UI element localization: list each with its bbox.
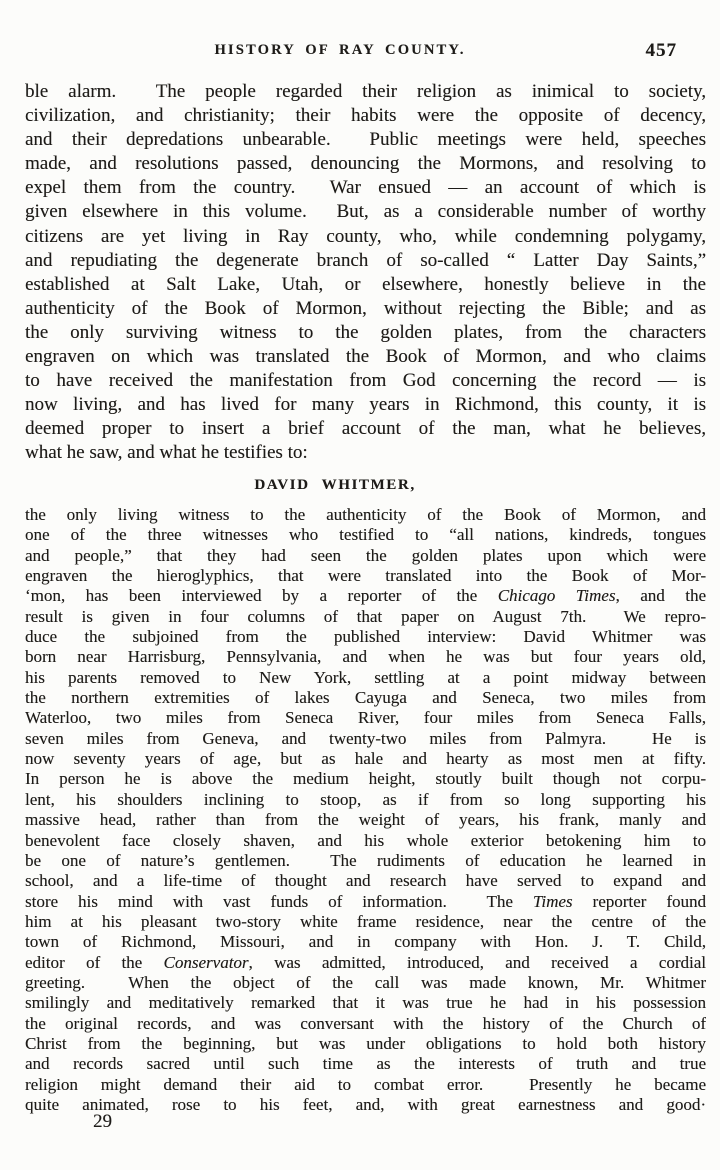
text-line [25, 932, 706, 952]
text-line [25, 525, 706, 545]
text-line [25, 769, 706, 789]
text-line [25, 1054, 706, 1074]
text-line [25, 441, 706, 465]
text-line [25, 993, 706, 1013]
italic-text-segment: Chicago Times [497, 586, 616, 606]
text-segment: Christ from the beginning, but was under obligations to hold both history [25, 1033, 706, 1053]
text-segment: editor of the [25, 952, 164, 972]
text-segment: made, and resolutions passed, denouncing the Mormons, and resolving to [25, 153, 706, 175]
text-line [25, 249, 706, 273]
text-segment: greeting. When the object of the call was made known, Mr. Whitmer [25, 972, 706, 992]
section-heading: DAVID WHITMER, [254, 477, 416, 493]
text-segment: , was admitted, introduced, and received a cordial [248, 952, 706, 972]
text-line [25, 892, 706, 912]
text-line [25, 505, 706, 525]
text-segment: smilingly and meditatively remarked that it was true he had in his possession [25, 993, 706, 1013]
text-segment: Waterloo, two miles from Seneca River, four miles from Seneca Falls, [25, 708, 706, 728]
text-segment: deemed proper to insert a brief account of the man, what he believes, [25, 418, 706, 440]
text-line [25, 1095, 706, 1115]
text-segment: school, and a life-time of thought and research have served to expand and [25, 871, 706, 891]
text-segment: and repudiating the degenerate branch of so-called “ Latter Day Saints,” [25, 249, 706, 271]
text-line [25, 790, 706, 810]
text-line [25, 810, 706, 830]
running-header [0, 42, 720, 66]
text-line [25, 1075, 706, 1095]
text-line [25, 225, 706, 249]
text-line [25, 200, 706, 224]
text-segment: his parents removed to New York, settling at a point midway between [25, 667, 706, 687]
text-line [25, 1014, 706, 1034]
text-segment: the original records, and was conversant with the history of the Church of [25, 1013, 706, 1033]
text-segment: engraven on which was translated the Book of Mormon, and who claims [25, 346, 706, 368]
text-line [25, 749, 706, 769]
text-segment: expel them from the country. War ensued — an account of which is [25, 177, 706, 199]
text-line [25, 566, 706, 586]
text-segment: to have received the manifestation from God concerning the record — is [25, 370, 706, 392]
text-segment: what he saw, and what he testifies to: [25, 442, 308, 464]
text-segment: given elsewhere in this volume. But, as a considerable number of worthy [25, 201, 706, 223]
italic-text-segment: Conservator [163, 952, 249, 972]
text-line [25, 152, 706, 176]
text-segment: authenticity of the Book of Mormon, without rejecting the Bible; and as [25, 297, 706, 319]
text-line [25, 128, 706, 152]
text-line [25, 627, 706, 647]
page-number: 457 [645, 40, 677, 61]
text-segment: In person he is above the medium height, stoutly built though not corpu- [25, 769, 706, 789]
text-segment: store his mind with vast funds of information. The [25, 891, 533, 911]
text-segment: duce the subjoined from the published interview: David Whitmer was [25, 627, 706, 647]
text-line [25, 297, 706, 321]
text-segment: him at his pleasant two-story white frame residence, near the centre of the [25, 911, 706, 931]
text-segment: result is given in four columns of that paper on August 7th. We repro- [25, 606, 706, 626]
text-line [25, 953, 706, 973]
text-segment: ble alarm. The people regarded their religion as inimical to society, [25, 81, 706, 102]
text-segment: the northern extremities of lakes Cayuga and Seneca, two miles from [25, 688, 706, 708]
text-segment: now seventy years of age, but as hale and hearty as most men at fifty. [25, 749, 706, 769]
text-line [25, 668, 706, 688]
text-segment: seven miles from Geneva, and twenty-two miles from Palmyra. He is [25, 728, 706, 748]
text-segment: , and the [615, 586, 706, 606]
text-segment: born near Harrisburg, Pennsylvania, and when he was but four years old, [25, 647, 706, 667]
text-line [25, 708, 706, 728]
text-line [25, 80, 706, 104]
text-line [25, 831, 706, 851]
text-segment: reporter found [572, 891, 706, 911]
text-segment: lent, his shoulders inclining to stoop, as if from so long supporting his [25, 789, 706, 809]
italic-text-segment: Times [532, 891, 573, 911]
text-line [25, 417, 706, 441]
text-segment: citizens are yet living in Ray county, who, while condemning polygamy, [25, 225, 706, 247]
text-segment: religion might demand their aid to combat error. Presently he became [25, 1074, 706, 1094]
text-segment: engraven the hieroglyphics, that were translated into the Book of Mor- [25, 566, 706, 586]
text-segment: and their depredations unbearable. Public meetings were held, speeches [25, 129, 706, 151]
text-segment: civilization, and christianity; their habits were the opposite of decency, [25, 105, 706, 127]
text-segment: the only surviving witness to the golden plates, from the characters [25, 321, 706, 343]
text-segment: town of Richmond, Missouri, and in company with Hon. J. T. Child, [25, 932, 706, 952]
text-line [25, 973, 706, 993]
david-whitmer-paragraph [25, 505, 706, 1115]
text-line [25, 176, 706, 200]
text-line [25, 273, 706, 297]
text-segment: massive head, rather than from the weight of years, his frank, manly and [25, 810, 706, 830]
text-segment: be one of nature’s gentlemen. The rudiments of education he learned in [25, 850, 706, 870]
text-segment: ‘mon, has been interviewed by a reporter of the [25, 586, 498, 606]
text-segment: benevolent face closely shaven, and his whole exterior betokening him to [25, 830, 706, 850]
text-line [25, 321, 706, 345]
text-line [25, 586, 706, 606]
text-line [25, 1034, 706, 1054]
text-segment: one of the three witnesses who testified to “all nations, kindreds, tongues [25, 525, 706, 545]
text-line [25, 729, 706, 749]
text-line [25, 912, 706, 932]
text-line [25, 607, 706, 627]
text-line [25, 851, 706, 871]
text-segment: now living, and has lived for many years in Richmond, this county, it is [25, 394, 706, 416]
running-header-title: HISTORY OF RAY COUNTY. [214, 42, 466, 58]
text-segment: and records sacred until such time as the interests of truth and true [25, 1054, 706, 1074]
text-line [25, 393, 706, 417]
text-segment: established at Salt Lake, Utah, or elsewhere, honestly believe in the [25, 273, 706, 295]
text-line [25, 104, 706, 128]
text-segment: and people,” that they had seen the golden plates upon which were [25, 545, 706, 565]
text-segment: the only living witness to the authenticity of the Book of Mormon, and [25, 505, 706, 524]
text-line [25, 647, 706, 667]
opening-paragraph [25, 80, 706, 466]
text-segment: quite animated, rose to his feet, and, with great earnestness and good· [25, 1094, 706, 1114]
text-line [25, 546, 706, 566]
signature-mark: 29 [93, 1111, 112, 1132]
text-line [25, 871, 706, 891]
text-line [25, 345, 706, 369]
text-line [25, 369, 706, 393]
text-line [25, 688, 706, 708]
